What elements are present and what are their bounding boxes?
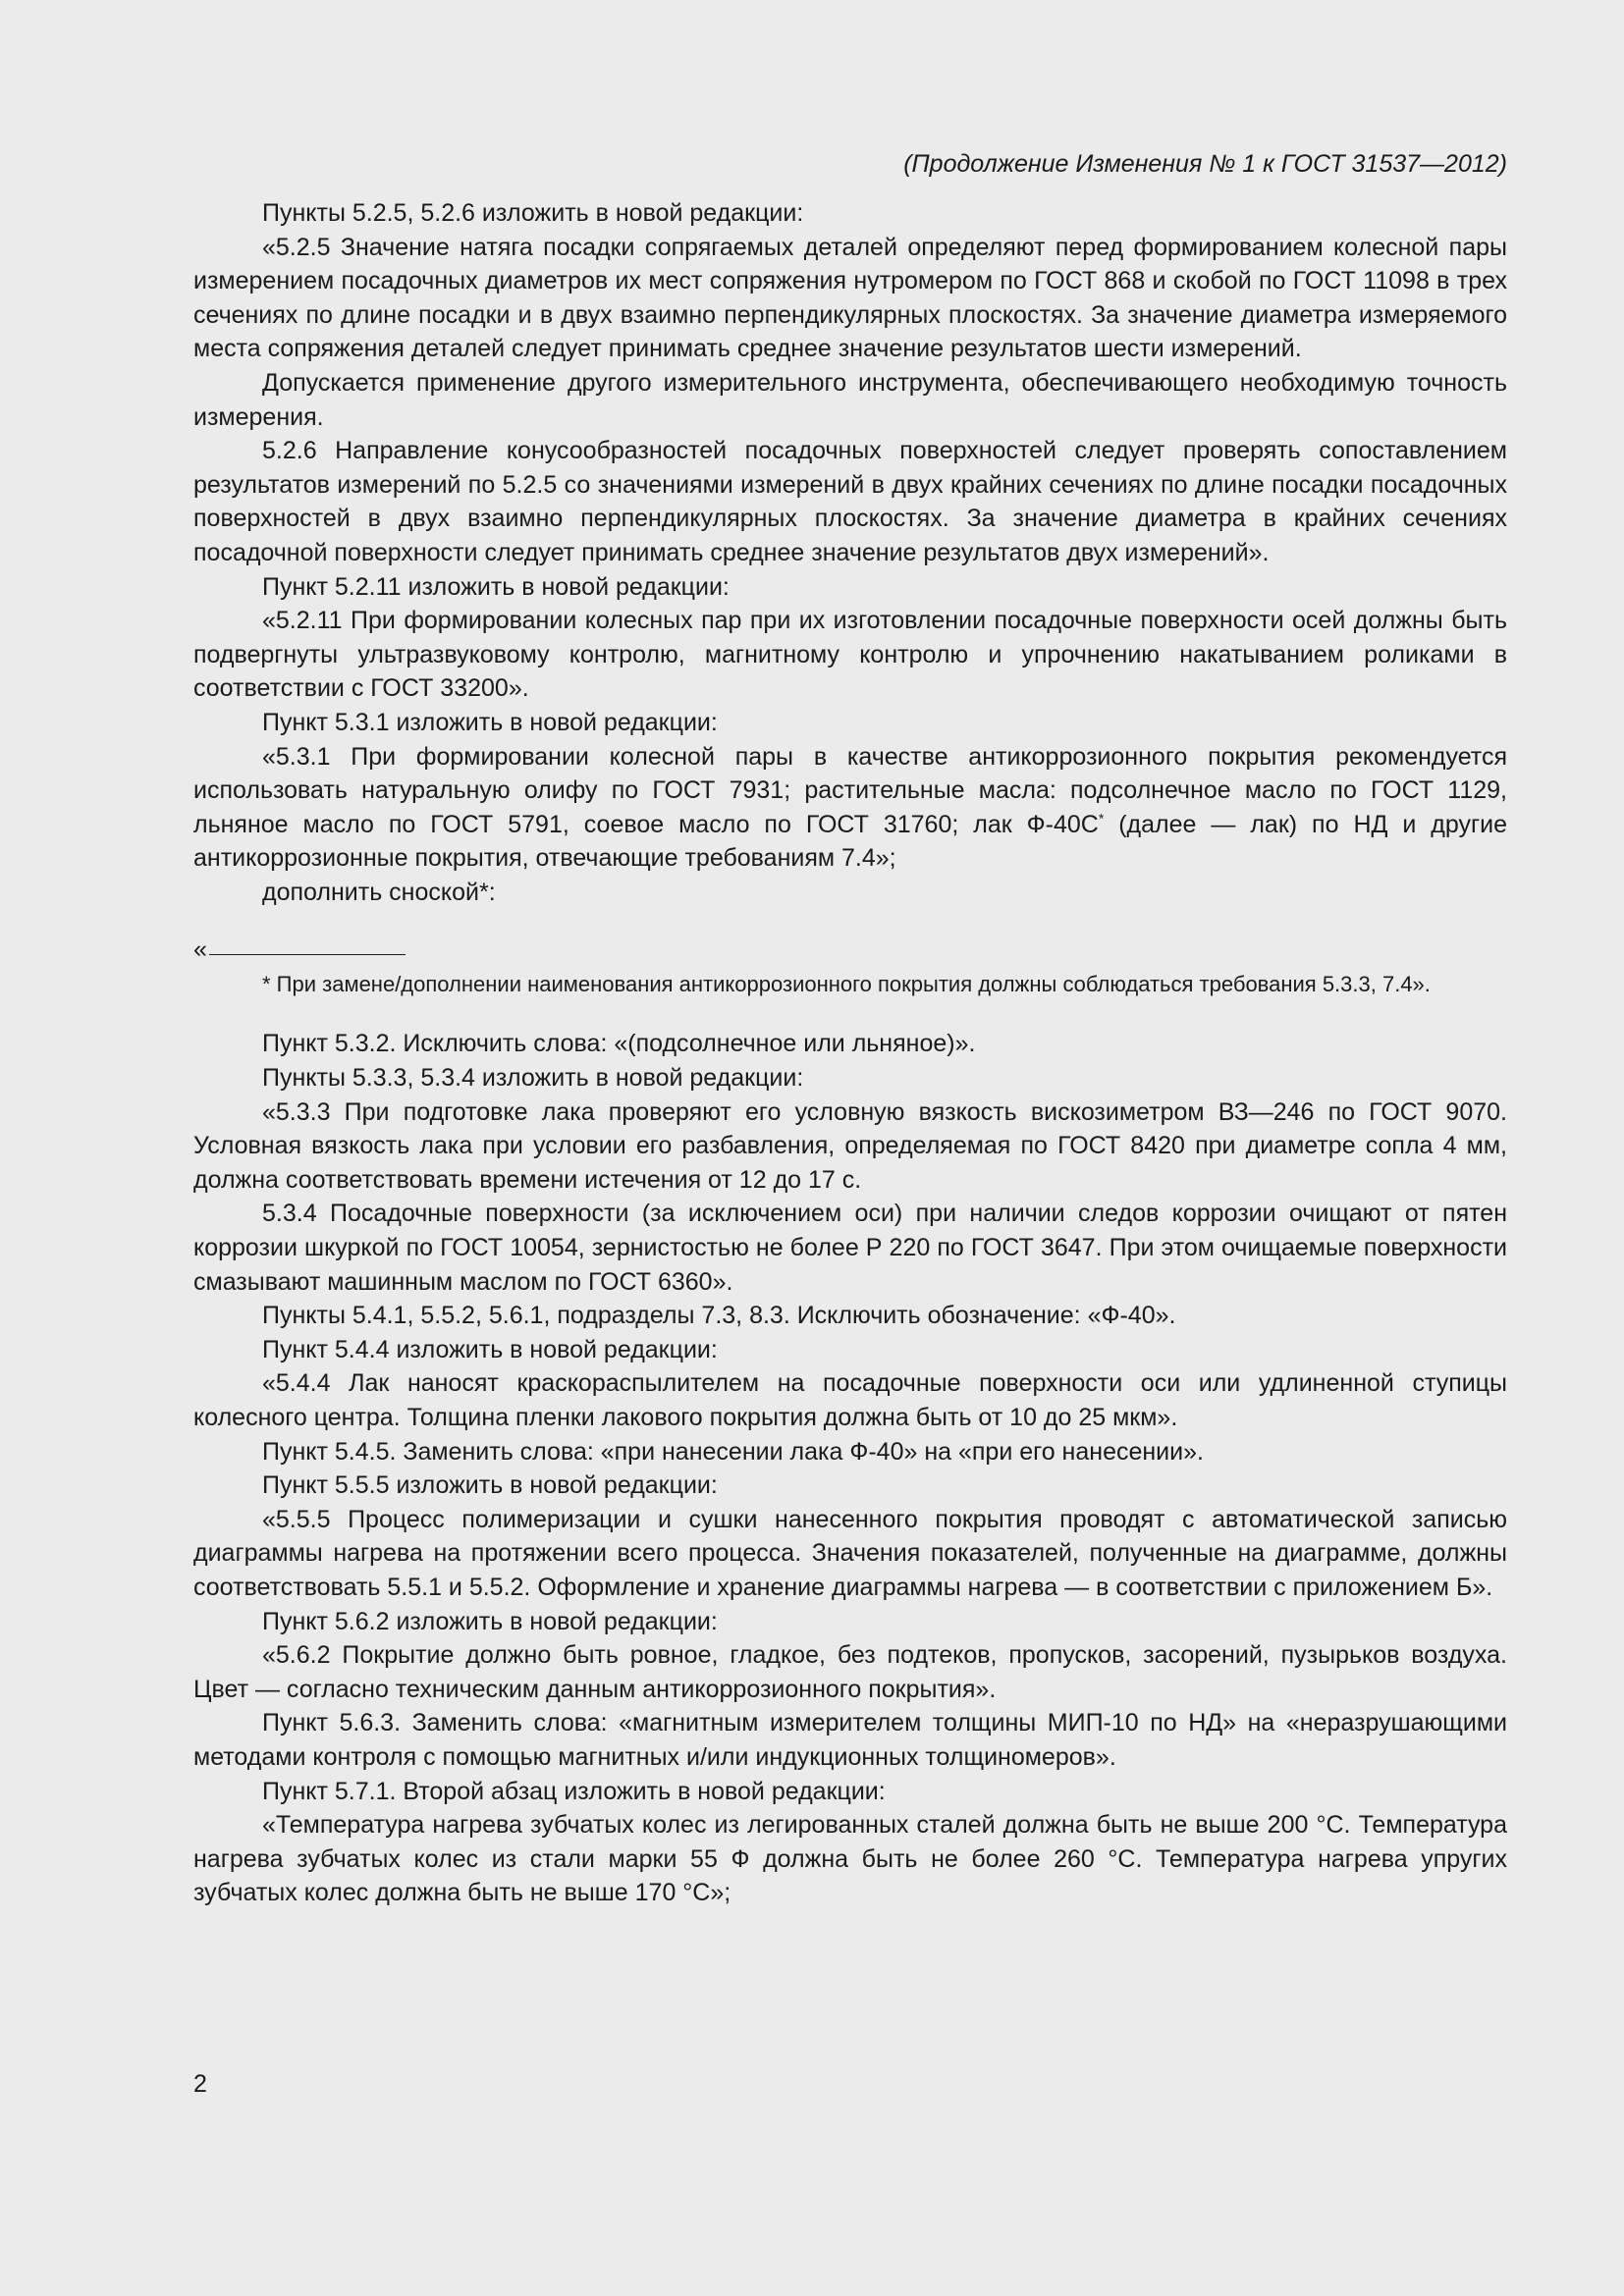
paragraph: 5.2.6 Направление конусообразностей посадочных поверхностей следует проверять сопоставлением результатов измерений по 5.2.5 со значениями измерений в двух крайних сечениях по длине посадки посадочных поверхностей в двух взаимно перпендикулярных плоскостях. За значение диаметра в крайних сечениях посадочной поверхности следует принимать среднее значение результатов двух измерений». <box>193 437 1507 566</box>
paragraph: «5.5.5 Процесс полимеризации и сушки нанесенного покрытия проводят с автоматической записью диаграммы нагрева на протяжении всего процесса. Значения показателей, полученные на диаграмме, должны соответствовать 5.5.1 и 5.5.2. Оформление и хранение диаграммы нагрева — в соответствии с приложением Б». <box>193 1505 1507 1601</box>
paragraph: Пункт 5.2.11 изложить в новой редакции: <box>262 572 730 601</box>
paragraph: Допускается применение другого измерительного инструмента, обеспечивающего необходимую точность измерения. <box>193 368 1507 431</box>
paragraph: Пункты 5.2.5, 5.2.6 изложить в новой редакции: <box>262 199 804 227</box>
paragraph: Пункт 5.4.4 изложить в новой редакции: <box>262 1335 718 1363</box>
paragraph: «5.3.3 При подготовке лака проверяют его условную вязкость вискозиметром ВЗ—246 по ГОСТ 9070. Условная вязкость лака при условии его разбавления, определяемая по ГОСТ 8420 при диаметре сопла 4 мм, должна соответствовать времени истечения от 12 до 17 с. <box>193 1097 1507 1194</box>
footnote-separator-line <box>209 954 406 955</box>
paragraph: Пункт 5.3.2. Исключить слова: «(подсолнечное или льняное)». <box>262 1030 976 1058</box>
paragraph: «Температура нагрева зубчатых колес из легированных сталей должна быть не выше 200 °С. Температура нагрева зубчатых колес из стали марки 55 Ф должна быть не более 260 °С. Температура нагрева упругих зубчатых колес должна быть не выше 170 °С»; <box>193 1811 1507 1907</box>
footnote-open-quote: « <box>193 935 207 964</box>
footnote-marker: * <box>1098 810 1105 827</box>
paragraph: Пункт 5.5.5 изложить в новой редакции: <box>262 1471 718 1500</box>
paragraph: Пункт 5.6.2 изложить в новой редакции: <box>262 1607 718 1635</box>
page-number: 2 <box>193 2070 207 2098</box>
footnote-block <box>193 936 1507 999</box>
paragraph: Пункт 5.6.3. Заменить слова: «магнитным измерителем толщины МИП-10 по НД» на «неразрушающими методами контроля с помощью магнитных и/или индукционных толщиномеров». <box>193 1709 1507 1771</box>
paragraph: Пункт 5.4.5. Заменить слова: «при нанесении лака Ф-40» на «при его нанесении». <box>262 1437 1204 1466</box>
paragraph: «5.2.11 При формировании колесных пар при их изготовлении посадочные поверхности осей должны быть подвергнуты ультразвуковому контролю, магнитному контролю и упрочнению накатыванием роликами в соответствии с ГОСТ 33200». <box>193 607 1507 703</box>
paragraph: «5.4.4 Лак наносят краскораспылителем на посадочные поверхности оси или удлиненной ступицы колесного центра. Толщина пленки лакового покрытия должна быть от 10 до 25 мкм». <box>193 1369 1507 1431</box>
paragraph: «5.6.2 Покрытие должно быть ровное, гладкое, без подтеков, пропусков, засорений, пузырьков воздуха. Цвет — согласно техническим данным антикоррозионного покрытия». <box>193 1641 1507 1703</box>
paragraph: Пункты 5.4.1, 5.5.2, 5.6.1, подразделы 7.3, 8.3. Исключить обозначение: «Ф-40». <box>262 1302 1176 1330</box>
page-content <box>193 147 1507 1910</box>
paragraph: Пункты 5.3.3, 5.3.4 изложить в новой редакции: <box>262 1064 804 1093</box>
paragraph-5-3-1 <box>193 740 1507 876</box>
footnote-rule <box>193 936 1507 962</box>
paragraph-text: «5.3.1 При формировании колесной пары в качестве антикоррозионного покрытия рекомендуется использовать натуральную олифу по ГОСТ 7931; растительные масла: подсолнечное масло по ГОСТ 1129, льняное масло по ГОСТ 5791, соевое масло по ГОСТ 31760; лак Ф-40С <box>193 742 1507 838</box>
paragraph: «5.2.5 Значение натяга посадки сопрягаемых деталей определяют перед формированием колесной пары измерением посадочных диаметров их мест сопряжения нутромером по ГОСТ 868 и скобой по ГОСТ 11098 в трех сечениях по длине посадки и в двух взаимно перпендикулярных плоскостях. За значение диаметра измеряемого места сопряжения деталей следует принимать среднее значение результатов шести измерений. <box>193 233 1507 363</box>
paragraph: Пункт 5.3.1 изложить в новой редакции: <box>262 708 718 736</box>
footnote-text: * При замене/дополнении наименования антикоррозионного покрытия должны соблюдаться требования 5.3.3, 7.4». <box>262 972 1431 997</box>
paragraph: Пункт 5.7.1. Второй абзац изложить в новой редакции: <box>262 1777 886 1805</box>
paragraph-text: (далее — лак) по НД и другие антикоррозионные покрытия, отвечающие требованиям 7.4»; <box>193 810 1507 873</box>
page-header: (Продолжение Изменения № 1 к ГОСТ 31537—2012) <box>903 150 1507 178</box>
paragraph: 5.3.4 Посадочные поверхности (за исключением оси) при наличии следов коррозии очищают от пятен коррозии шкуркой по ГОСТ 10054, зернистостью не более Р 220 по ГОСТ 3647. При этом очищаемые поверхности смазывают машинным маслом по ГОСТ 6360». <box>193 1200 1507 1296</box>
paragraph: дополнить сноской*: <box>262 878 496 906</box>
